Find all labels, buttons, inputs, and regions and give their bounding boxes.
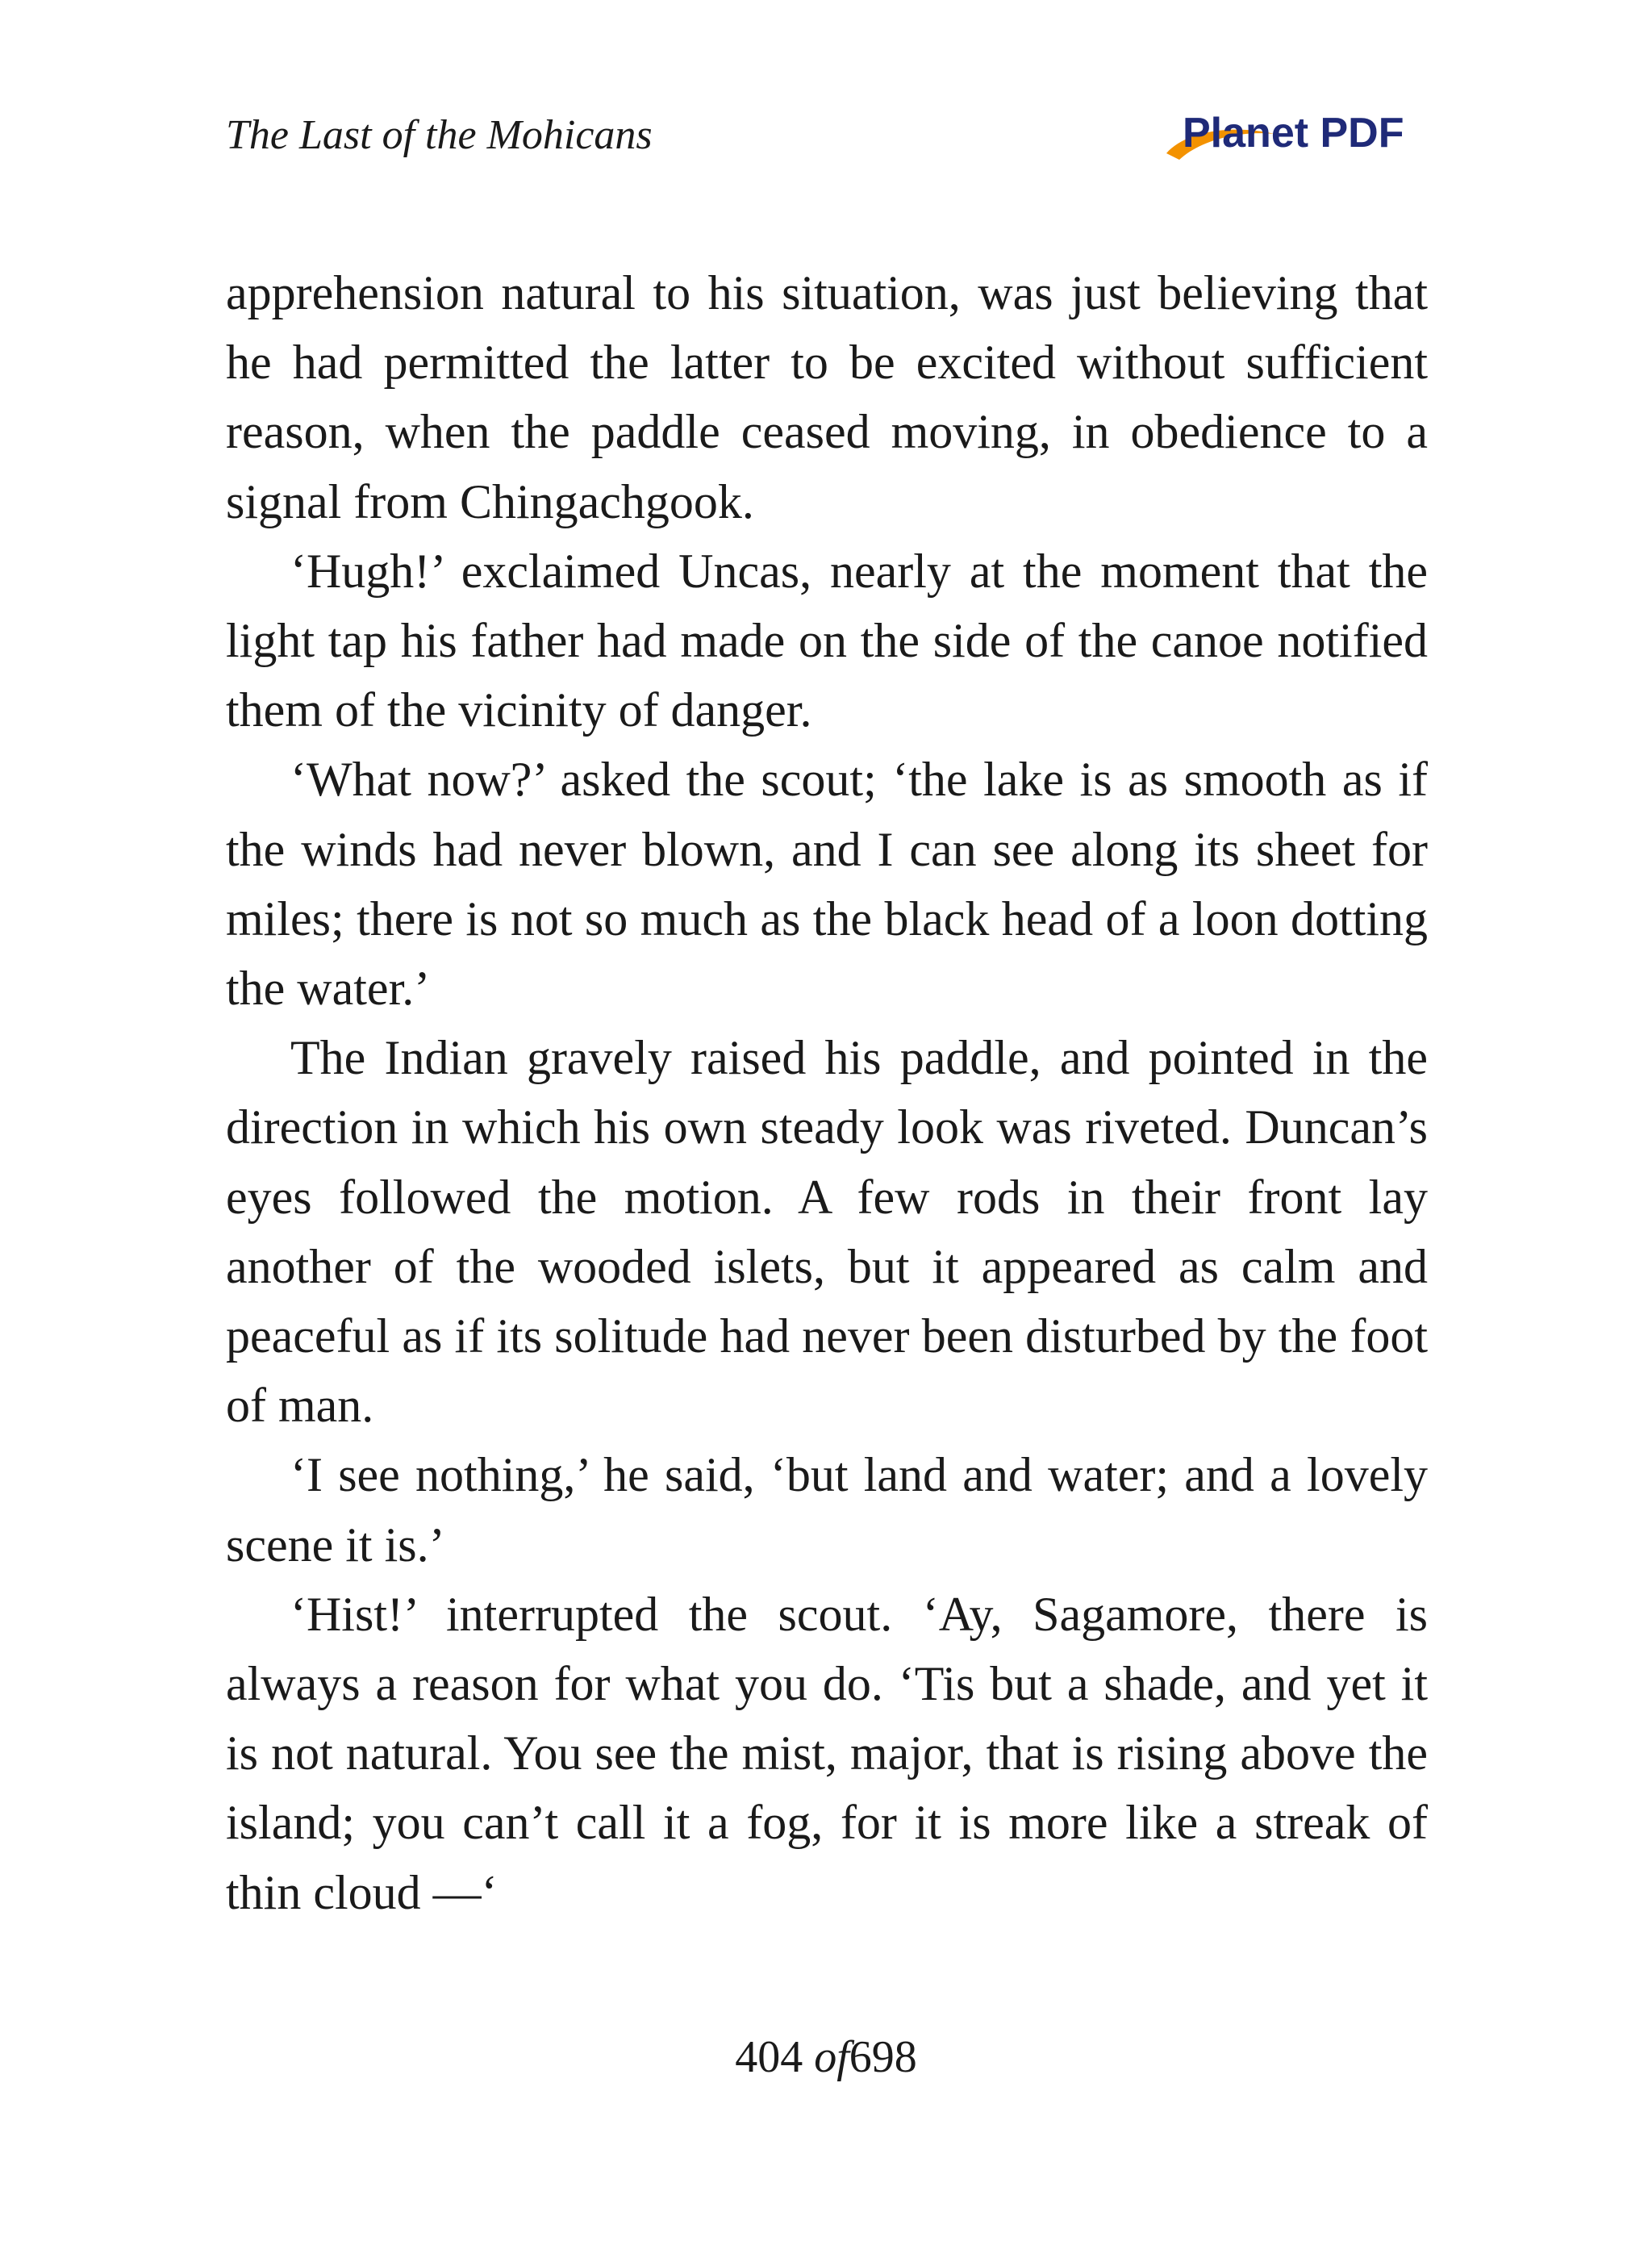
page-number [0, 2025, 1652, 2089]
planet-pdf-logo [1162, 106, 1428, 168]
of-label: of [814, 2032, 849, 2082]
paragraph: ‘Hist!’ interrupted the scout. ‘Ay, Sagamore, there is always a reason for what you do. ‘Tis but a shade, and yet it is not natural. You see the mist, major, that is rising above the island; you can’t call it a fog, for it is more like a streak of thin cloud —‘ [226, 1587, 1428, 1919]
paragraph: apprehension natural to his situation, was just believing that he had permitted the latter to be excited without sufficient reason, when the paddle ceased moving, in obedience to a signal from Chingachgook. [226, 266, 1428, 528]
page-header [226, 103, 1428, 168]
total-pages: 698 [849, 2032, 917, 2082]
paragraph: ‘Hugh!’ exclaimed Uncas, nearly at the moment that the light tap his father had made on the side of the canoe notified them of the vicinity of danger. [226, 544, 1428, 737]
paragraph: The Indian gravely raised his paddle, and pointed in the direction in which his own steady look was riveted. Duncan’s eyes followed the motion. A few rods in their front lay another of the wooded islets, but it appeared as calm and peaceful as if its solitude had never been disturbed by the foot of man. [226, 1031, 1428, 1433]
book-title: The Last of the Mohicans [226, 112, 653, 158]
current-page: 404 [735, 2032, 803, 2082]
logo-text: Planet PDF [1183, 110, 1404, 157]
paragraph: ‘I see nothing,’ he said, ‘but land and water; and a lovely scene it is.’ [226, 1448, 1428, 1572]
paragraph: ‘What now?’ asked the scout; ‘the lake is as smooth as if the winds had never blown, and I can see along its sheet for miles; there is not so much as the black head of a loon dotting the water.’ [226, 753, 1428, 1016]
page-body [226, 258, 1428, 1927]
